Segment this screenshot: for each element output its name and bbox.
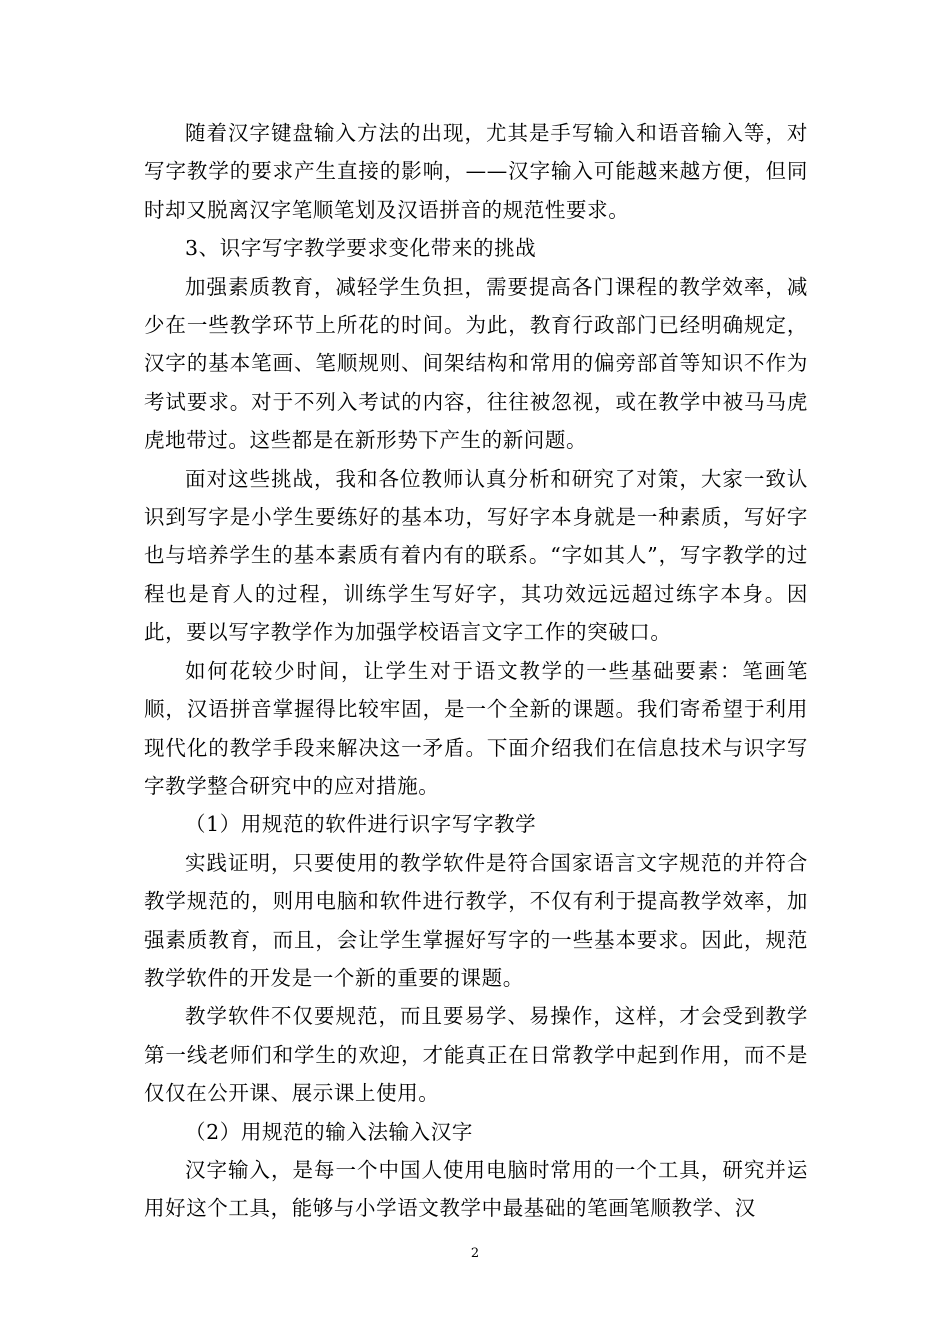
paragraph-chinese-input: 汉字输入，是每一个中国人使用电脑时常用的一个工具，研究并运用好这个工具，能够与小学语文教学中最基础的笔画笔顺教学、汉 [144, 1157, 808, 1221]
paragraph-practice-proves: 实践证明，只要使用的教学软件是符合国家语言文字规范的并符合教学规范的，则用电脑和软件进行教学，不仅有利于提高教学效率，加强素质教育，而且，会让学生掌握好写字的一些基本要求。因此，规范教学软件的开发是一个新的重要的课题。 [144, 850, 808, 990]
heading-standard-input: （2）用规范的输入法输入汉字 [185, 1119, 473, 1144]
paragraph-facing-challenges: 面对这些挑战，我和各位教师认真分析和研究了对策，大家一致认识到写字是小学生要练好的基本功，写好字本身就是一种素质，写好字也与培养学生的基本素质有着内有的联系。“字如其人”，写字教学的过程也是育人的过程，训练学生写好字，其功效远远超过练字本身。因此，要以写字教学作为加强学校语言文字工作的突破口。 [144, 466, 808, 645]
heading-challenges: 3、识字写字教学要求变化带来的挑战 [185, 236, 537, 261]
paragraph-easy-software: 教学软件不仅要规范，而且要易学、易操作，这样，才会受到教学第一线老师们和学生的欢迎，才能真正在日常教学中起到作用，而不是仅仅在公开课、展示课上使用。 [144, 1004, 808, 1106]
page-number: 2 [470, 1246, 480, 1261]
heading-standard-software: （1）用规范的软件进行识字写字教学 [185, 812, 537, 837]
paragraph-new-topic: 如何花较少时间，让学生对于语文教学的一些基础要素：笔画笔顺，汉语拼音掌握得比较牢固，是一个全新的课题。我们寄希望于利用现代化的教学手段来解决这一矛盾。下面介绍我们在信息技术与识字写字教学整合研究中的应对措施。 [144, 658, 808, 798]
document-body [144, 114, 808, 1228]
paragraph-quality-education: 加强素质教育，减轻学生负担，需要提高各门课程的教学效率，减少在一些教学环节上所花的时间。为此，教育行政部门已经明确规定，汉字的基本笔画、笔顺规则、间架结构和常用的偏旁部首等知识不作为考试要求。对于不列入考试的内容，往往被忽视，或在教学中被马马虎虎地带过。这些都是在新形势下产生的新问题。 [144, 274, 808, 453]
paragraph-input-methods: 随着汉字键盘输入方法的出现，尤其是手写输入和语音输入等，对写字教学的要求产生直接的影响，——汉字输入可能越来越方便，但同时却又脱离汉字笔顺笔划及汉语拼音的规范性要求。 [144, 121, 808, 222]
